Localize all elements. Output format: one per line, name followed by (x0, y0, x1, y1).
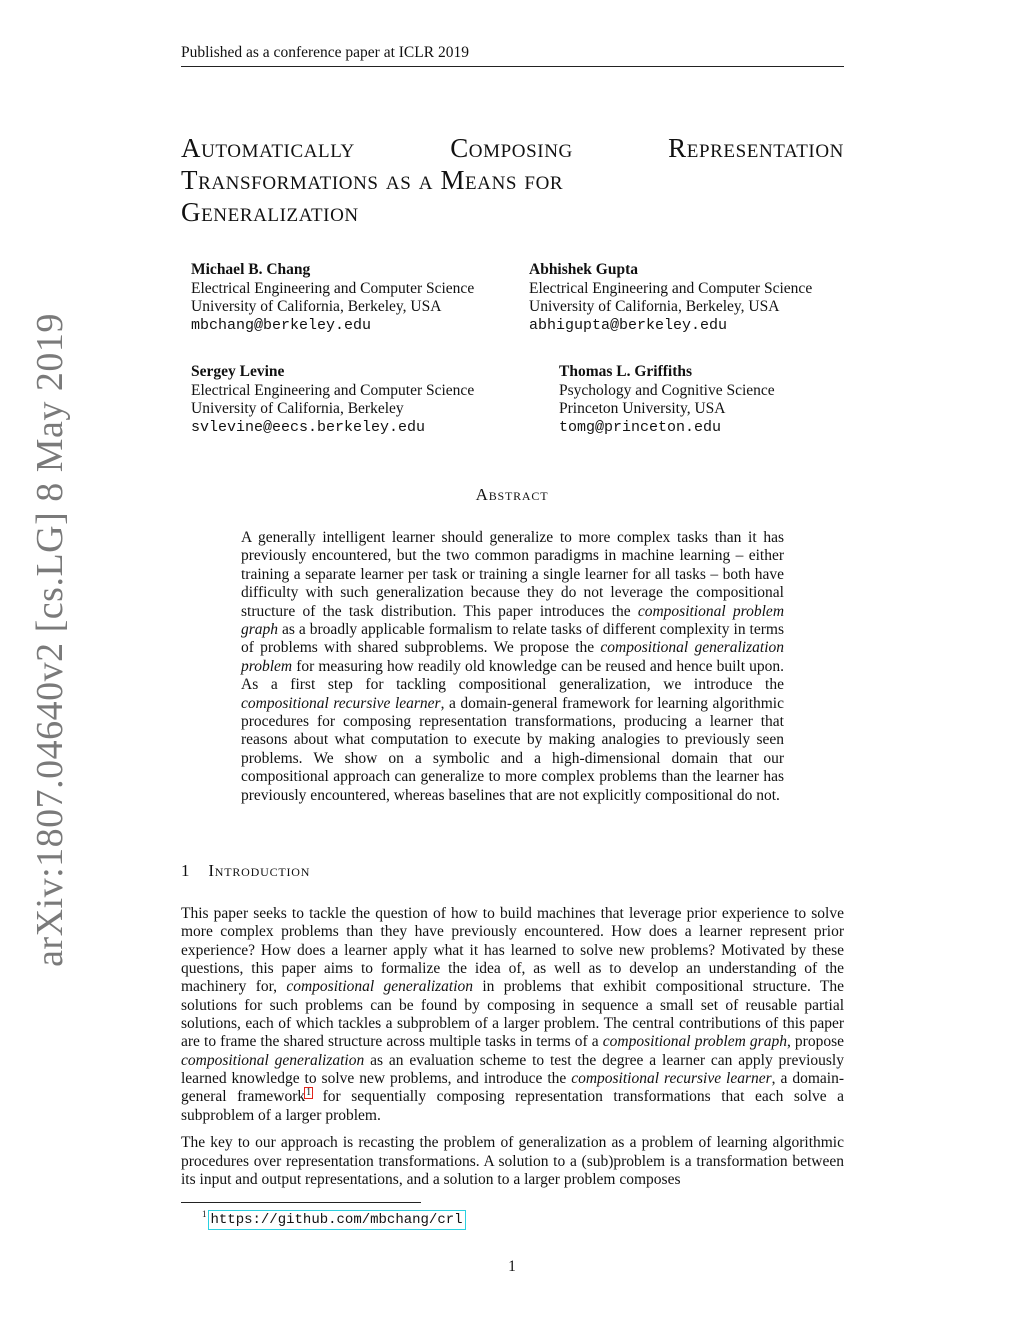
footnote-link[interactable]: 1 (306, 1087, 312, 1099)
author-email[interactable]: mbchang@berkeley.edu (191, 316, 372, 334)
author-name: Thomas L. Griffiths (559, 363, 693, 380)
author-email[interactable]: svlevine@eecs.berkeley.edu (191, 418, 426, 436)
author-institution: University of California, Berkeley, USA (529, 298, 780, 315)
abstract-heading: Abstract (475, 485, 549, 504)
page-number: 1 (508, 1258, 516, 1275)
footnote (202, 1209, 465, 1228)
author-name: Michael B. Chang (191, 261, 311, 278)
author-name: Abhishek Gupta (529, 261, 638, 278)
running-header: Published as a conference paper at ICLR 2019 (181, 44, 844, 67)
author-block (191, 363, 474, 437)
title-word: Representation (668, 133, 844, 163)
author-department: Electrical Engineering and Computer Science (191, 381, 475, 399)
intro-body (181, 905, 844, 1198)
section-number: 1 (181, 861, 191, 880)
author-name: Sergey Levine (191, 363, 285, 380)
paper-title (181, 132, 844, 228)
author-block (559, 363, 775, 437)
title-line-1 (181, 132, 844, 164)
author-institution: University of California, Berkeley (191, 400, 404, 417)
title-word: Composing (450, 133, 573, 163)
paragraph: The key to our approach is recasting the problem of generalization as a problem of learning algorithmic procedures over representation transformations. A solution to a (sub)problem is a transformation between its input and output representations, and a solution to a larger problem composes (181, 1134, 844, 1188)
title-word: Automatically (181, 133, 355, 163)
author-institution: University of California, Berkeley, USA (191, 298, 442, 315)
author-block (191, 261, 474, 335)
section-title: Introduction (208, 861, 311, 880)
footnote-divider (181, 1202, 421, 1203)
author-block (529, 261, 812, 335)
footnote-url-link[interactable]: https://github.com/mbchang/crl (210, 1211, 463, 1228)
abstract-body: A generally intelligent learner should generalize to more complex tasks than it has previously encountered, but the two common paradigms in machine learning – either training a separate learner per task or training a single learner for all tasks – both have difficulty with such generalization because they do not leverage the compositional structure of the task distribution. This paper introduces the compositional problem graph as a broadly applicable formalism to relate tasks of different complexity in terms of problems with shared subproblems. We propose the compositional generalization problem for measuring how readily old knowledge can be reused and hence built upon. As a first step for tackling compositional generalization, we introduce the compositional recursive learner, a domain-general framework for learning algorithmic procedures for composing representation transformations, producing a learner that reasons about what computation to execute by making analogies to previously seen problems. We show on a symbolic and a high-dimensional domain that our compositional approach can generalize to more complex problems than the learner has previously encountered, whereas baselines that are not explicitly compositional do not. (241, 529, 785, 804)
title-line-2: Transformations as a Means for (181, 165, 564, 195)
author-institution: Princeton University, USA (559, 400, 726, 417)
section-heading (181, 861, 310, 881)
title-line-3: Generalization (181, 197, 359, 227)
arxiv-stamp: arXiv:1807.04640v2 [cs.LG] 8 May 2019 (29, 313, 71, 967)
paragraph: This paper seeks to tackle the question of how to build machines that leverage prior experience to solve more complex problems than they have previously encountered. How does a learner represent prior experience? How does a learner apply what it has learned to solve new problems? Motivated by these questions, this paper aims to formalize the idea of, as well as to develop an understanding of the machinery for, compositional generalization in problems that exhibit compositional structure. The solutions for such problems can be found by composing in sequence a small set of reusable partial solutions, each of which tackles a subproblem of a larger problem. The central contributions of this paper are to frame the shared structure across multiple tasks in terms of a compositional problem graph, propose compositional generalization as an evaluation scheme to test the degree a learner can apply previously learned knowledge to solve new problems, and introduce the compositional recursive learner, a domain-general framework1 for sequentially composing representation transformations that each solve a subproblem of a larger problem. (181, 905, 845, 1124)
author-department: Electrical Engineering and Computer Science (191, 279, 475, 297)
author-email[interactable]: tomg@princeton.edu (559, 418, 722, 436)
author-department: Psychology and Cognitive Science (559, 381, 775, 399)
footnote-mark: 1 (202, 1209, 207, 1219)
author-department: Electrical Engineering and Computer Science (529, 279, 813, 297)
author-email[interactable]: abhigupta@berkeley.edu (529, 316, 728, 334)
